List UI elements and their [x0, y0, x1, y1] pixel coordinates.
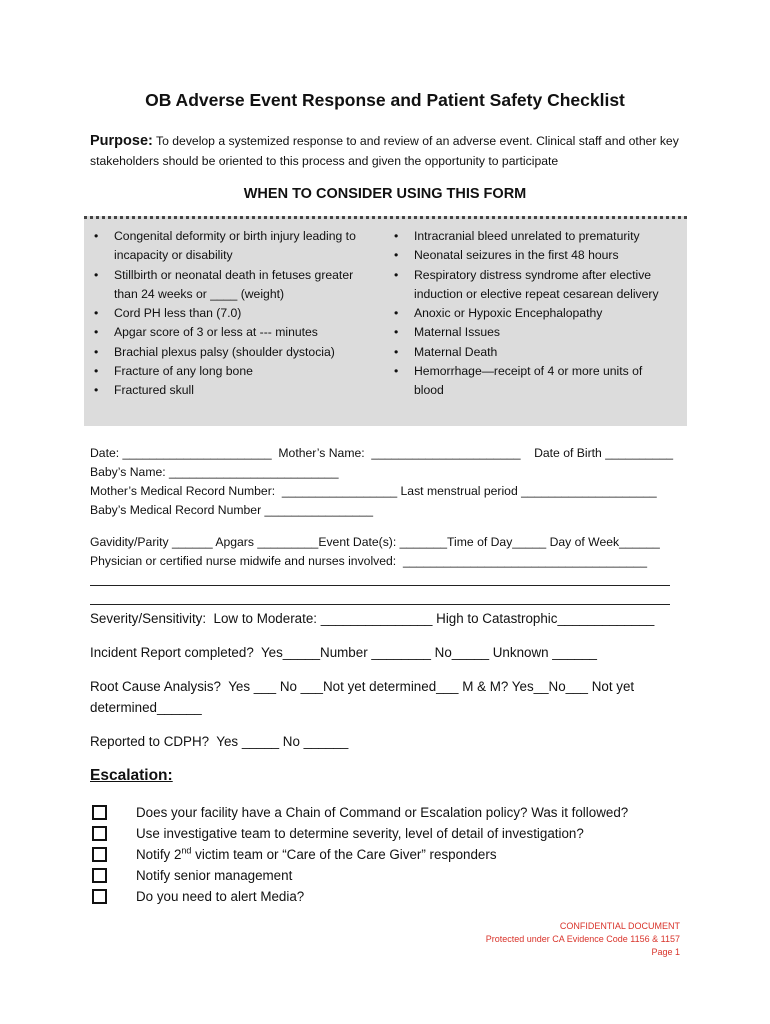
form-row-incident: Incident Report completed? Yes_____Number ________ No_____ Unknown ______	[90, 645, 597, 660]
criteria-item-line: blood	[414, 383, 444, 398]
notify-post: victim team or “Care of the Care Giver” responders	[191, 847, 497, 862]
criteria-item	[92, 362, 382, 381]
form-row-severity: Severity/Sensitivity: Low to Moderate: _______________ High to Catastrophic_____________	[90, 611, 655, 626]
criteria-item	[92, 343, 382, 362]
bullet-icon: •	[94, 383, 99, 398]
form-row-root-cause-cont: determined______	[90, 700, 202, 715]
form-row-root-cause: Root Cause Analysis? Yes ___ No ___Not yet determined___ M & M? Yes__No___ Not yet	[90, 679, 635, 694]
footer-protected: Protected under CA Evidence Code 1156 & 1157	[485, 934, 680, 944]
checkbox-icon[interactable]	[92, 868, 107, 883]
criteria-item-line: Congenital deformity or birth injury leading to	[114, 229, 356, 243]
blank-line	[90, 604, 670, 605]
bullet-icon: •	[94, 364, 99, 379]
bullet-icon: •	[394, 306, 399, 321]
criteria-item-line: Maternal Death	[414, 344, 498, 359]
criteria-item	[392, 246, 682, 265]
criteria-box	[84, 216, 687, 426]
when-heading: WHEN TO CONSIDER USING THIS FORM	[243, 186, 527, 202]
criteria-item-line: Apgar score of 3 or less at --- minutes	[114, 325, 318, 340]
criteria-item-line: Cord PH less than (7.0)	[114, 306, 242, 321]
criteria-item-line: induction or elective repeat cesarean delivery	[414, 286, 659, 301]
bullet-icon: •	[394, 248, 399, 263]
criteria-right-column	[392, 227, 682, 401]
form-row-mother-mrn: Mother’s Medical Record Number: _________________ Last menstrual period ____________________	[90, 484, 657, 498]
criteria-item-line: Brachial plexus palsy (shoulder dystocia)	[114, 344, 335, 359]
bullet-icon: •	[394, 344, 399, 359]
criteria-item	[392, 304, 682, 323]
criteria-item	[392, 343, 682, 362]
criteria-item	[92, 381, 382, 400]
bullet-icon: •	[94, 306, 99, 321]
notify-pre: Notify 2	[136, 847, 182, 862]
checklist-item-label: Does your facility have a Chain of Command or Escalation policy? Was it followed?	[136, 805, 629, 820]
criteria-left-column	[92, 227, 382, 401]
criteria-item-line: Fracture of any long bone	[114, 364, 253, 379]
criteria-item-line: Intracranial bleed unrelated to prematurity	[414, 229, 640, 243]
bullet-icon: •	[94, 229, 99, 243]
criteria-item-line: Stillbirth or neonatal death in fetuses greater	[114, 267, 354, 282]
checklist-item-label: Use investigative team to determine severity, level of detail of investigation?	[136, 826, 584, 841]
footer-page-number: Page 1	[651, 947, 680, 957]
form-row-date: Date: ______________________ Mother’s Name: ______________________ Date of Birth __________	[90, 446, 673, 460]
escalation-checklist	[90, 802, 690, 907]
footer-confidential: CONFIDENTIAL DOCUMENT	[559, 921, 680, 931]
criteria-item	[92, 227, 382, 266]
escalation-heading: Escalation:	[90, 767, 173, 784]
blank-line	[90, 585, 670, 586]
bullet-icon: •	[394, 364, 399, 379]
criteria-item	[392, 266, 682, 305]
notify-superscript: nd	[181, 845, 192, 856]
criteria-item	[392, 227, 682, 246]
form-row-cdph: Reported to CDPH? Yes _____ No ______	[90, 734, 349, 749]
checklist-item-label	[136, 844, 497, 865]
checklist-item	[90, 865, 690, 886]
confidential-footer	[486, 920, 680, 959]
checklist-item	[90, 886, 690, 907]
checklist-item	[90, 823, 690, 844]
criteria-item-line: Maternal Issues	[414, 325, 501, 340]
bullet-icon: •	[394, 229, 399, 243]
bullet-icon: •	[94, 325, 99, 340]
criteria-item-line: Neonatal seizures in the first 48 hours	[414, 248, 619, 263]
form-row-gravidity: Gavidity/Parity ______ Apgars _________Event Date(s): _______Time of Day_____ Day of Week______	[90, 535, 660, 549]
purpose-text: To develop a systemized response to and review of an adverse event. Clinical staff and other key stakeholders should be oriented to this process and given the opportunity to participate	[90, 134, 679, 168]
page-title: OB Adverse Event Response and Patient Safety Checklist	[145, 90, 625, 110]
purpose-paragraph	[90, 131, 690, 171]
checklist-item	[90, 844, 690, 865]
form-row-physician: Physician or certified nurse midwife and nurses involved: ____________________________________	[90, 554, 647, 568]
criteria-item-line: incapacity or disability	[114, 248, 233, 263]
form-row-baby-mrn: Baby’s Medical Record Number ________________	[90, 503, 373, 517]
purpose-label: Purpose:	[90, 133, 153, 149]
checkbox-icon[interactable]	[92, 805, 107, 820]
criteria-item-line: Respiratory distress syndrome after elective	[414, 267, 652, 282]
form-row-baby-name: Baby’s Name: _________________________	[90, 465, 339, 479]
checkbox-icon[interactable]	[92, 847, 107, 862]
checklist-item	[90, 802, 690, 823]
criteria-item	[92, 323, 382, 342]
criteria-item-line: Hemorrhage—receipt of 4 or more units of	[414, 364, 643, 379]
criteria-item	[92, 266, 382, 305]
checklist-item-label: Notify senior management	[136, 868, 293, 883]
criteria-item-line: than 24 weeks or ____ (weight)	[114, 286, 285, 301]
checkbox-icon[interactable]	[92, 889, 107, 904]
bullet-icon: •	[94, 344, 99, 359]
checkbox-icon[interactable]	[92, 826, 107, 841]
bullet-icon: •	[94, 267, 99, 282]
criteria-item-line: Fractured skull	[114, 383, 194, 398]
criteria-item	[92, 304, 382, 323]
criteria-item	[392, 323, 682, 342]
criteria-item	[392, 362, 682, 401]
criteria-item-line: Anoxic or Hypoxic Encephalopathy	[414, 306, 603, 321]
bullet-icon: •	[394, 267, 399, 282]
bullet-icon: •	[394, 325, 399, 340]
checklist-item-label: Do you need to alert Media?	[136, 889, 305, 904]
